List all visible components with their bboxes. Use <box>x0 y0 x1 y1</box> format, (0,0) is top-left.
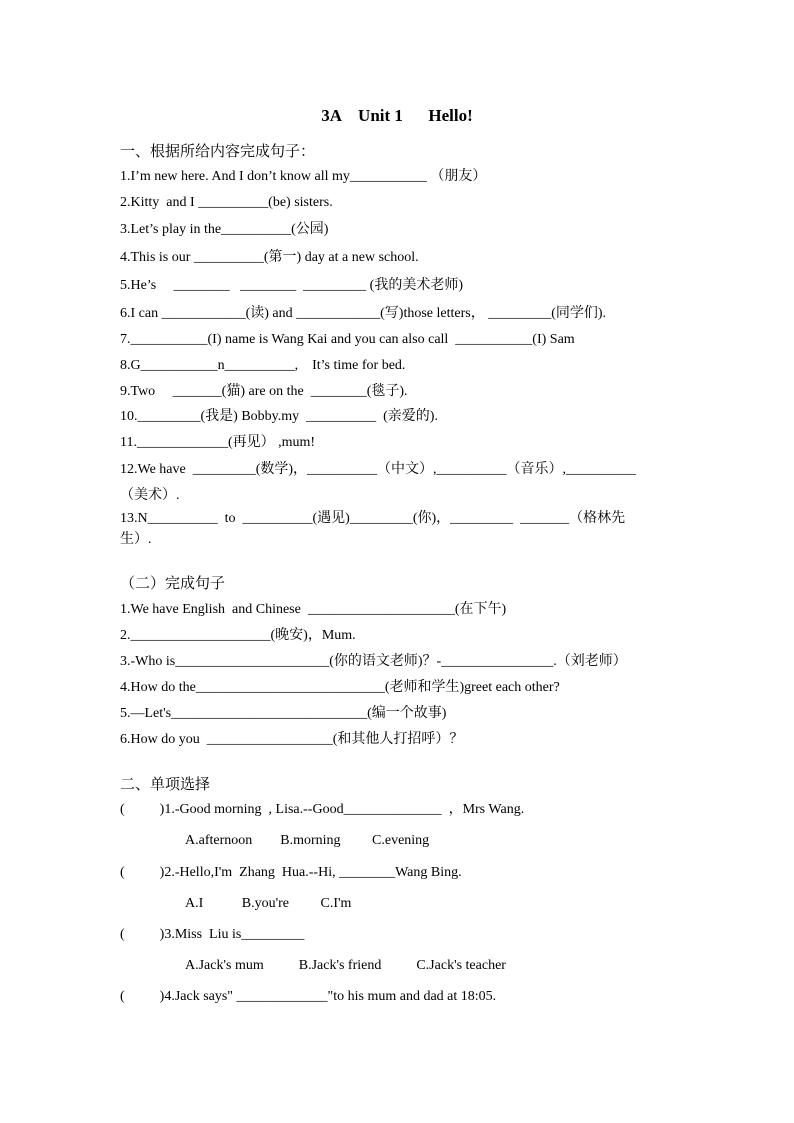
choice-options: A.Jack's mum B.Jack's friend C.Jack's teacher <box>185 958 506 973</box>
choice-question-stem: ( )2.-Hello,I'm Zhang Hua.--Hi, ________Wang Bing. <box>120 865 462 880</box>
page-title: 3A Unit 1 Hello! <box>321 106 473 125</box>
question-line: 3.Let’s play in the__________(公园) <box>120 222 329 237</box>
question-line: 4.This is our __________(第一) day at a new school. <box>120 250 419 265</box>
choice-options: A.I B.you're C.I'm <box>185 896 352 911</box>
question-line: 12.We have _________(数学)，__________（中文）,__________（音乐）,__________ <box>120 462 637 477</box>
question-line: 4.How do the___________________________(老师和学生)greet each other? <box>120 680 560 695</box>
question-line: 1.I’m new here. And I don’t know all my___________ （朋友） <box>120 169 487 184</box>
question-line: 10._________(我是) Bobby.my __________ (亲爱的). <box>120 409 438 424</box>
question-line: 11._____________(再见） ,mum! <box>120 435 316 450</box>
question-line: 1.We have English and Chinese _____________________(在下午) <box>120 602 507 617</box>
question-line-continued: （美术）. <box>120 488 180 503</box>
question-line: 3.-Who is______________________(你的语文老师)？-________________.（刘老师） <box>120 654 627 669</box>
question-line: 6.How do you __________________(和其他人打招呼）？ <box>120 732 464 747</box>
question-line: 9.Two _______(猫) are on the ________(毯子). <box>120 384 408 399</box>
choice-question-stem: ( )3.Miss Liu is_________ <box>120 927 305 942</box>
question-line: 7.___________(I) name is Wang Kai and you can also call ___________(I) Sam <box>120 332 575 347</box>
section1-heading: 一、根据所给内容完成句子： <box>120 142 316 160</box>
question-line-continued: 生）. <box>120 532 152 547</box>
question-line: 2.Kitty and I __________(be) sisters. <box>120 195 333 210</box>
section2-heading: （二）完成句子 <box>120 574 226 592</box>
question-line: 6.I can ____________(读) and ____________(写)those letters， _________(同学们). <box>120 306 607 321</box>
question-line: 2.____________________(晚安)，Mum. <box>120 628 356 643</box>
choice-options: A.afternoon B.morning C.evening <box>185 833 430 848</box>
choice-question-stem: ( )1.-Good morning , Lisa.--Good______________ ，Mrs Wang. <box>120 802 525 817</box>
choice-question-stem: ( )4.Jack says" _____________"to his mum and dad at 18:05. <box>120 989 497 1004</box>
question-line: 13.N__________ to __________(遇见)_________(你)，_________ _______（格林先 <box>120 511 626 526</box>
question-line: 8.G___________n__________, It’s time for bed. <box>120 358 406 373</box>
question-line: 5.He’s ________ ________ _________ (我的美术老师) <box>120 278 463 293</box>
question-line: 5.—Let's____________________________(编一个故事) <box>120 706 447 721</box>
section3-heading: 二、单项选择 <box>120 775 211 793</box>
